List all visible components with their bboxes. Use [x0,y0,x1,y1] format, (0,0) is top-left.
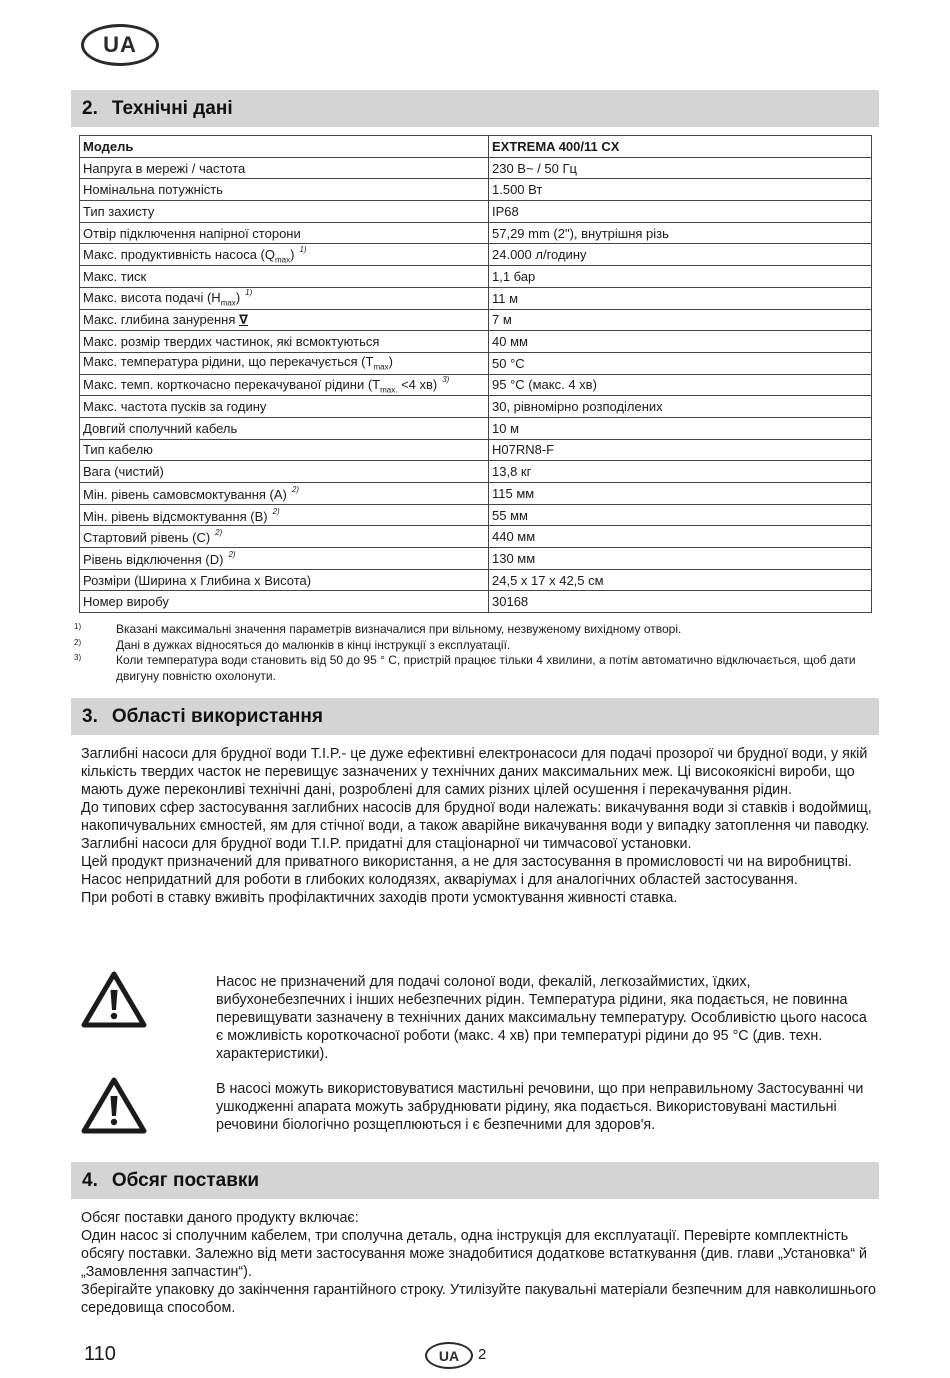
spec-label-text: Стартовий рівень (C) [83,530,211,546]
section-number: 4. [82,1169,98,1191]
spec-value: 130 мм [489,548,872,570]
spec-value: 57,29 mm (2"), внутрішня різь [489,222,872,244]
subscript: max [275,255,291,265]
section-header-use [71,698,879,735]
footnote-ref: 3) [442,375,450,385]
section-number: 3. [82,705,98,727]
footnote-mark: 2) [74,637,82,647]
paragraph: Насос непридатний для роботи в глибоких колодязях, акваріумах і для аналогічних областей застосування. [81,872,798,888]
spec-label: Вага (чистий) [80,461,489,483]
spec-label [80,287,489,309]
table-row [80,569,872,591]
footnote-ref: 1) [245,288,253,298]
spec-value: 1,1 бар [489,266,872,288]
footnote-text: Дані в дужках відносяться до малюнків в кінці інструкції з експлуатації. [116,637,511,652]
spec-value: 11 м [489,287,872,309]
table-row [80,222,872,244]
table-row [80,548,872,570]
table-row [80,309,872,331]
spec-label: Розміри (Ширина x Глибина x Висота) [80,569,489,591]
table-row [80,287,872,309]
paren: ) [235,290,241,306]
table-row [80,179,872,201]
spec-value: 95 °C (макс. 4 хв) [489,374,872,396]
spec-value: 13,8 кг [489,461,872,483]
paren: <4 хв) [397,377,438,393]
water-level-icon: ∇ [239,311,249,327]
spec-label [80,244,489,266]
spec-value: 230 В~ / 50 Гц [489,157,872,179]
footnote-ref: 1) [299,244,307,254]
spec-label-text: Мін. рівень самовсмоктування (A) [83,486,287,502]
section-header-delivery [71,1162,879,1199]
use-text [81,745,876,907]
spec-label: Тип кабелю [80,439,489,461]
section-page-number: 2 [478,1346,487,1363]
spec-value: 115 мм [489,483,872,505]
spec-label: Тип захисту [80,201,489,223]
spec-label-text: Макс. темп. корткочасно перекачуваної рідини (T [83,377,381,393]
table-row [80,461,872,483]
paragraph: Заглибні насоси для брудної води T.I.P.- це дуже ефективні електронасоси для подачі прозорої чи брудної води, у якій кількість твердих часток не перевищує зазначених у технічних даних максимальних меж. Ці високоякісні вироби, що мають дуже переконливі технічні дані, розроблені для самих різних цілей осушення і перекачування рідин. [81,746,868,798]
table-header-model: EXTREMA 400/11 CX [489,136,872,158]
table-row [80,396,872,418]
spec-label [80,548,489,570]
spec-value: 30168 [489,591,872,613]
table-row [80,591,872,613]
footnote-ref: 2) [272,506,280,516]
spec-value: IP68 [489,201,872,223]
table-row [80,439,872,461]
spec-label: Макс. тиск [80,266,489,288]
footnote-ref: 2) [215,528,223,538]
spec-value: 30, рівномірно розподілених [489,396,872,418]
paren: ) [290,246,295,262]
page-number: 110 [84,1343,116,1365]
spec-label: Довгий сполучний кабель [80,417,489,439]
spec-label: Макс. частота пусків за годину [80,396,489,418]
table-row [80,201,872,223]
spec-value: 1.500 Вт [489,179,872,201]
spec-value: 40 мм [489,331,872,353]
paragraph: До типових сфер застосування заглибних насосів для брудної води належать: викачування води зі ставків і водоймищ, накопичувальних ємностей, ям для стічної води, а також аварійне викачування води у випадку затоплення чи паводку. [81,800,872,834]
spec-label-text: Макс. продуктивність насоса (Q [83,246,275,262]
section-title: Обсяг поставки [111,1169,260,1191]
subscript: max [373,363,389,373]
subscript: max. [380,385,398,395]
section-number: 2. [82,97,98,119]
table-row [80,157,872,179]
spec-value: H07RN8-F [489,439,872,461]
paren: ) [388,354,393,370]
language-badge: UA [81,24,159,66]
table-row [80,483,872,505]
footnote [74,622,864,638]
spec-label-text: Мін. рівень відсмоктування (B) [83,508,268,524]
spec-label: Отвір підключення напірної сторони [80,222,489,244]
spec-value: 7 м [489,309,872,331]
table-header-row [80,136,872,158]
spec-value: 440 мм [489,526,872,548]
table-row [80,417,872,439]
spec-label: Макс. розмір твердих частинок, які всмоктуються [80,331,489,353]
footer-language-badge: UA [425,1342,473,1369]
spec-label [80,483,489,505]
paragraph: При роботі в ставку вживіть профілактичних заходів проти усмоктування живності ставка. [81,890,678,906]
spec-label: Напруга в мережі / частота [80,157,489,179]
table-row [80,526,872,548]
spec-value: 24.000 л/годину [489,244,872,266]
table-row [80,352,872,374]
footnote-ref: 2) [228,549,236,559]
table-header-label: Модель [80,136,489,158]
spec-table [79,135,872,613]
paragraph: Цей продукт призначений для приватного використання, а не для застосування в промисловості чи на виробництві. [81,854,852,870]
spec-value: 24,5 x 17 x 42,5 см [489,569,872,591]
warning-icon [81,1076,147,1134]
footnote [74,653,864,684]
table-row [80,374,872,396]
spec-label [80,309,489,331]
spec-label-text: Макс. висота подачі (H [83,290,221,306]
spec-label: Номер виробу [80,591,489,613]
spec-label-text: Рівень відключення (D) [83,551,224,567]
spec-label: Номінальна потужність [80,179,489,201]
spec-label [80,504,489,526]
spec-label [80,352,489,374]
table-row [80,244,872,266]
section-header-tech [71,90,879,127]
footnote-text: Коли температура води становить від 50 до 95 ° C, пристрій працює тільки 4 хвилини, а потім автоматично відключається, щоб дати двигуну повністю охолонути. [116,653,856,683]
warning-text: Насос не призначений для подачі солоної води, фекалій, легкозаймистих, їдких, вибухонебезпечних і інших небезпечних рідин. Температура рідини, яка подається, не повинна перевищувати зазначену в технічних даних максимальну температуру. Особливістю цього насоса є можливість короткочасної роботи (макс. 4 хв) при температурі рідини до 95 °C (див. техн. характеристики). [216,974,867,1062]
spec-value: 55 мм [489,504,872,526]
spec-label [80,374,489,396]
delivery-text [81,1209,876,1317]
paragraph: Зберігайте упаковку до закінчення гарантійного строку. Утилізуйте пакувальні матеріали безпечним для навколишнього середовища способом. [81,1282,876,1316]
footnote [74,638,864,654]
subscript: max [220,298,236,308]
footnote-mark: 1) [74,622,82,631]
footnotes [74,622,864,684]
footnote-ref: 2) [291,484,300,494]
warning-text: В насосі можуть використовуватися мастильні речовини, що при неправильному Застосуванні чи ушкодженні апарата можуть забруднювати рідину, яка подається. Використовувані мастильні речовини біологічно розщеплюються і є безпечними для здоров'я. [216,1081,864,1133]
section-title: Області використання [111,705,323,727]
paragraph: Один насос зі сполучним кабелем, три сполучна деталь, одна інструкція для експлуатації. Перевірте комплектність обсягу поставки. Залежно від мети застосування може знадобитися додаткове встаткування (див. глави „Установка“ й „Замовлення запчастин“). [81,1228,867,1280]
paragraph: Заглибні насоси для брудної води T.I.P. придатні для стаціонарної чи тимчасової установки. [81,836,692,852]
section-title: Технічні дані [111,97,233,119]
table-row [80,504,872,526]
spec-value: 10 м [489,417,872,439]
spec-label-text: Макс. глибина занурення [83,311,236,327]
table-row [80,266,872,288]
spec-label-text: Макс. температура рідини, що перекачується (T [83,354,374,370]
spec-label [80,526,489,548]
table-row [80,331,872,353]
spec-value: 50 °C [489,352,872,374]
paragraph: Обсяг поставки даного продукту включає: [81,1210,359,1226]
footnote-text: Вказані максимальні значення параметрів визначалися при вільному, незвуженому вихідному отворі. [116,622,682,636]
warning-icon [81,970,147,1028]
footnote-mark: 3) [74,653,82,662]
